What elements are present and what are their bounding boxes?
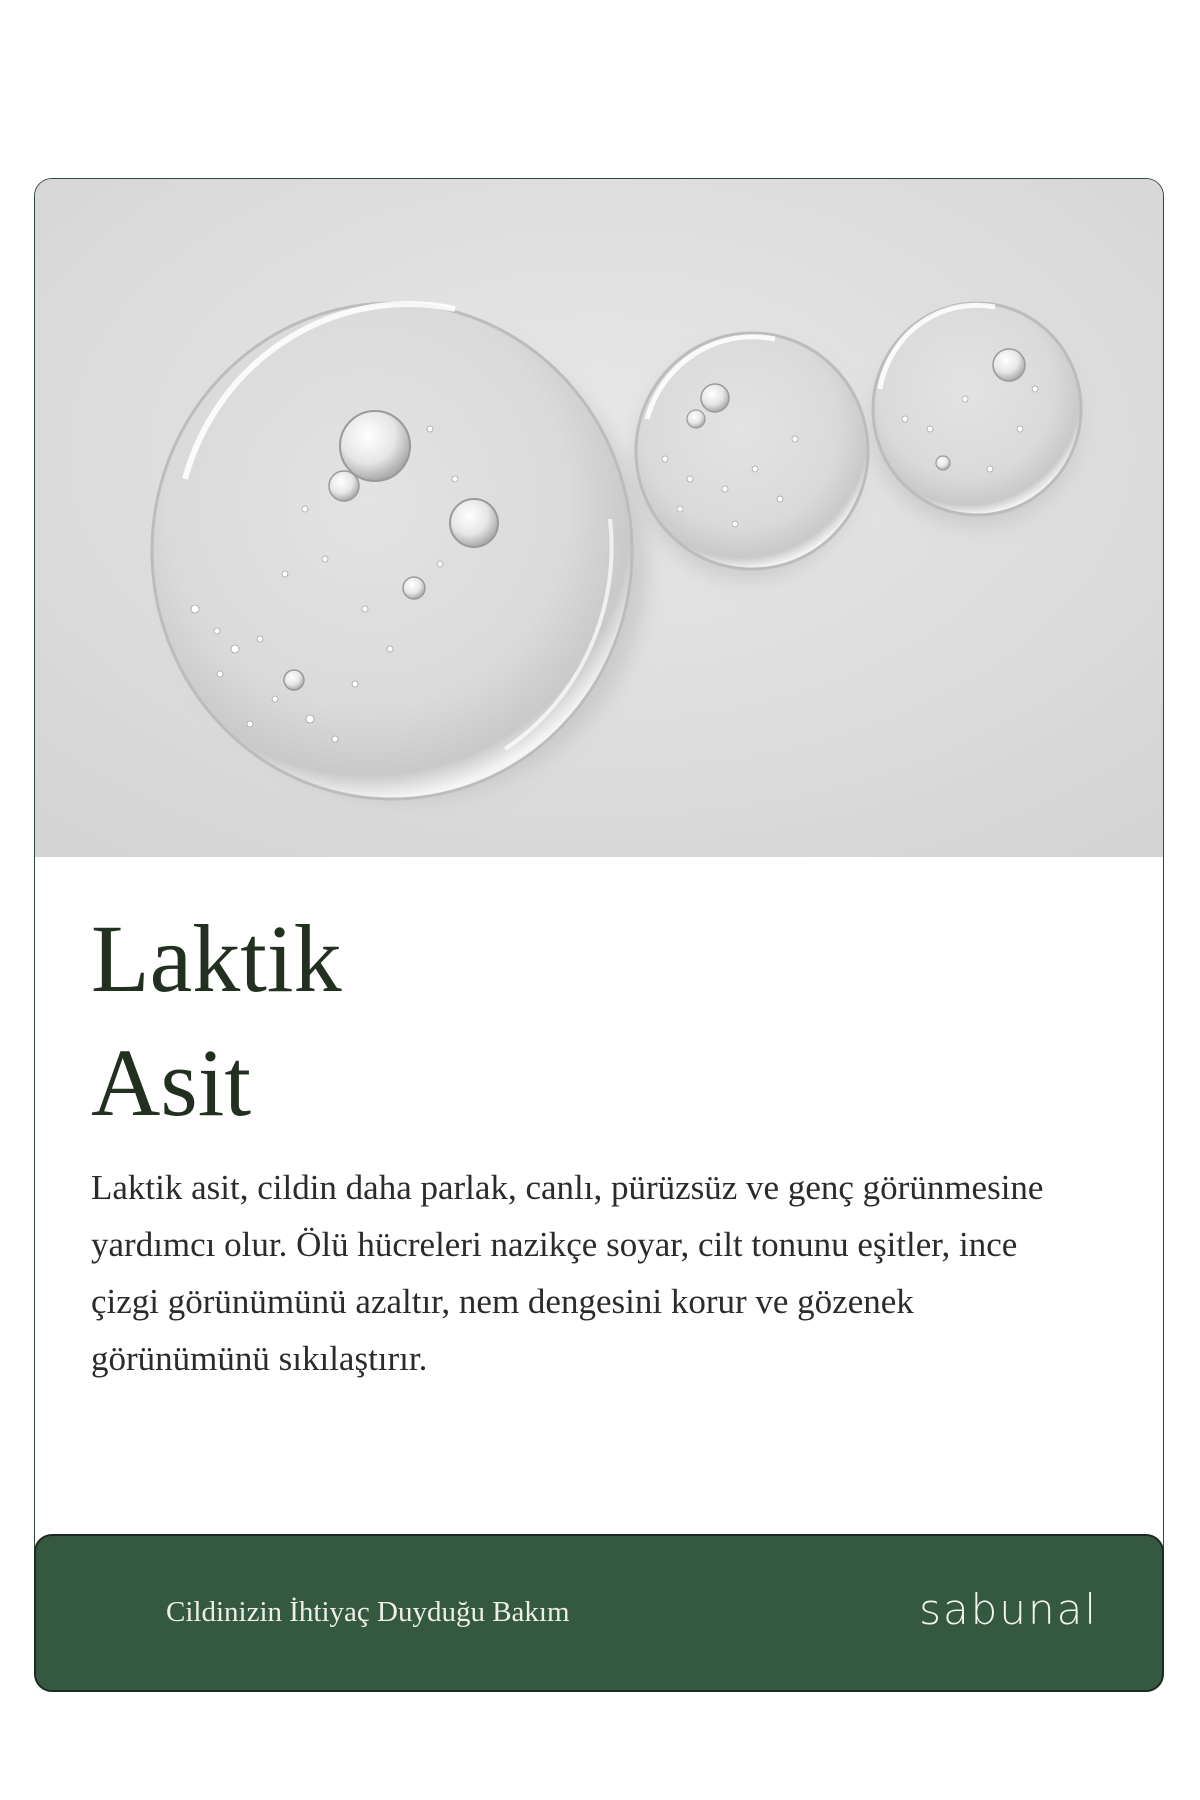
- small-serum-drop: [873, 303, 1081, 515]
- page-title: [91, 897, 342, 1145]
- product-card: [34, 178, 1164, 1686]
- title-line-1: Laktik: [91, 905, 342, 1012]
- large-serum-drop: [152, 303, 632, 799]
- brand-logo: sabunal: [919, 1585, 1098, 1634]
- title-line-2: Asit: [91, 1029, 252, 1136]
- serum-drops-image: [35, 179, 1163, 857]
- description-text: Laktik asit, cildin daha parlak, canlı, pürüzsüz ve genç görünmesine yardımcı olur. Ölü hücreleri nazikçe soyar, cilt tonunu eşitler, ince çizgi görünümünü azaltır, nem dengesini korur ve gözenek görünümünü sıkılaştırır.: [91, 1168, 1044, 1378]
- footer-bar: [34, 1534, 1164, 1692]
- footer-tagline: Cildinizin İhtiyaç Duyduğu Bakım: [166, 1596, 570, 1628]
- medium-serum-drop: [636, 333, 868, 569]
